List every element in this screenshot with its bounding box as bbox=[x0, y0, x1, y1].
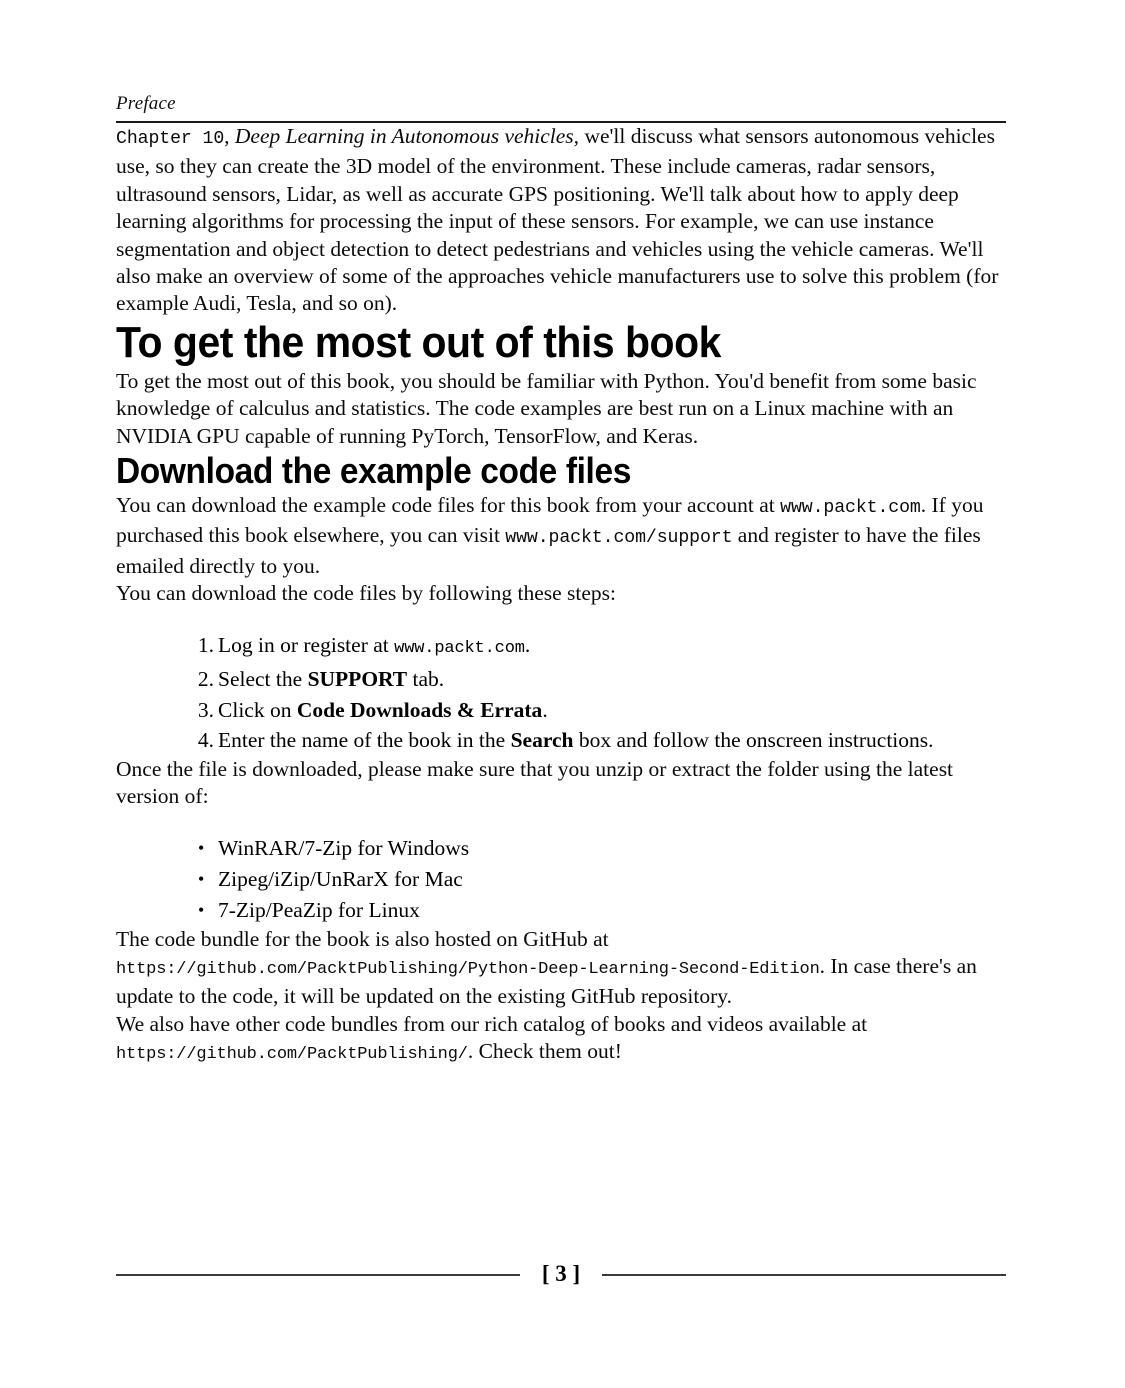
paragraph-github-bundle bbox=[116, 926, 1006, 1011]
heading-most-out-of-book: To get the most out of this book bbox=[116, 317, 721, 367]
footer-rule-left bbox=[116, 1274, 520, 1276]
step-3-emphasis: Code Downloads & Errata bbox=[296, 697, 543, 722]
paragraph-most-out-of-book: To get the most out of this book, you should be familiar with Python. You'd benefit from some basic knowledge of calculus and statistics. The code examples are best run on a Linux machine with an NVIDIA GPU capable of running PyTorch, TensorFlow, and Keras. bbox=[116, 368, 977, 448]
download-steps-list bbox=[116, 630, 1006, 756]
bundles-text-2: . Check them out! bbox=[467, 1039, 622, 1064]
list-item bbox=[116, 630, 1006, 665]
chapter-note-paragraph bbox=[116, 123, 1006, 318]
download-intro-text-3: and register to have the files emailed directly to you. bbox=[116, 523, 981, 578]
list-item: • 7-Zip/PeaZip for Linux bbox=[116, 895, 1006, 926]
list-item bbox=[116, 664, 1006, 695]
link-packt-com: www.packt.com bbox=[780, 498, 921, 519]
step-4-text-post: box and follow the onscreen instructions. bbox=[573, 728, 934, 753]
list-item bbox=[116, 725, 1006, 756]
footer-rule-right bbox=[602, 1274, 1006, 1276]
page-content bbox=[116, 92, 1006, 1069]
step-2-emphasis: SUPPORT bbox=[307, 667, 408, 692]
list-item: • Zipeg/iZip/UnRarX for Mac bbox=[116, 864, 1006, 895]
step-1-text-post: . bbox=[524, 632, 531, 657]
github-text-1: The code bundle for the book is also hosted on GitHub at bbox=[116, 926, 609, 951]
step-4-emphasis: Search bbox=[510, 728, 574, 753]
github-text-2: . In case there's an update to the code, it will be updated on the existing GitHub repository. bbox=[116, 953, 977, 1009]
link-github-packtpublishing: https://github.com/PacktPublishing/ bbox=[116, 1045, 468, 1065]
chapter-note-comma: , bbox=[224, 124, 235, 148]
bundles-text-1: We also have other code bundles from our rich catalog of books and videos available at bbox=[116, 1011, 868, 1036]
page-number: [ 3 ] bbox=[541, 1261, 581, 1286]
paragraph-download-intro bbox=[116, 492, 1006, 580]
paragraph-unzip-note: Once the file is downloaded, please make sure that you unzip or extract the folder using the latest version of: bbox=[116, 756, 954, 809]
download-intro-text-2: . If you purchased this book elsewhere, you can visit bbox=[116, 493, 984, 548]
paragraph-steps-lead: You can download the code files by following these steps: bbox=[116, 581, 617, 606]
link-packt-com-support: www.packt.com/support bbox=[505, 528, 733, 549]
paragraph-other-bundles bbox=[116, 1011, 1006, 1069]
step-1-text-pre: Log in or register at bbox=[218, 632, 395, 657]
archive-tools-list bbox=[116, 833, 1006, 926]
running-head: Preface bbox=[116, 93, 176, 114]
page-footer bbox=[116, 1263, 1006, 1286]
chapter-title: Deep Learning in Autonomous vehicles, bbox=[234, 124, 580, 148]
download-intro-text-1: You can download the example code files for this book from your account at bbox=[116, 493, 781, 518]
step-2-text-post: tab. bbox=[407, 667, 445, 692]
list-item: • WinRAR/7-Zip for Windows bbox=[116, 833, 1006, 864]
chapter-reference: Chapter 10 bbox=[116, 129, 225, 149]
link-github-repo: https://github.com/PacktPublishing/Python-Deep-Learning-Second-Edition bbox=[116, 959, 820, 979]
step-3-text-post: . bbox=[542, 697, 548, 722]
step-1-url: www.packt.com bbox=[394, 638, 525, 658]
chapter-note-body: we'll discuss what sensors autonomous vehicles use, so they can create the 3D model of the environment. These include cameras, radar sensors, ultrasound sensors, Lidar, as well as accurate GPS positioning. We'll talk about how to apply deep learning algorithms for processing the input of these sensors. For example, we can use instance segmentation and object detection to detect pedestrians and vehicles using the vehicle cameras. We'll also make an overview of some of the approaches vehicle manufacturers use to solve this problem (for example Audi, Tesla, and so on). bbox=[116, 124, 999, 316]
heading-download-code-files: Download the example code files bbox=[116, 450, 631, 492]
step-2-text-pre: Select the bbox=[218, 667, 308, 692]
step-3-text-pre: Click on bbox=[218, 697, 297, 722]
list-item bbox=[116, 695, 1006, 726]
step-4-text-pre: Enter the name of the book in the bbox=[218, 728, 511, 753]
